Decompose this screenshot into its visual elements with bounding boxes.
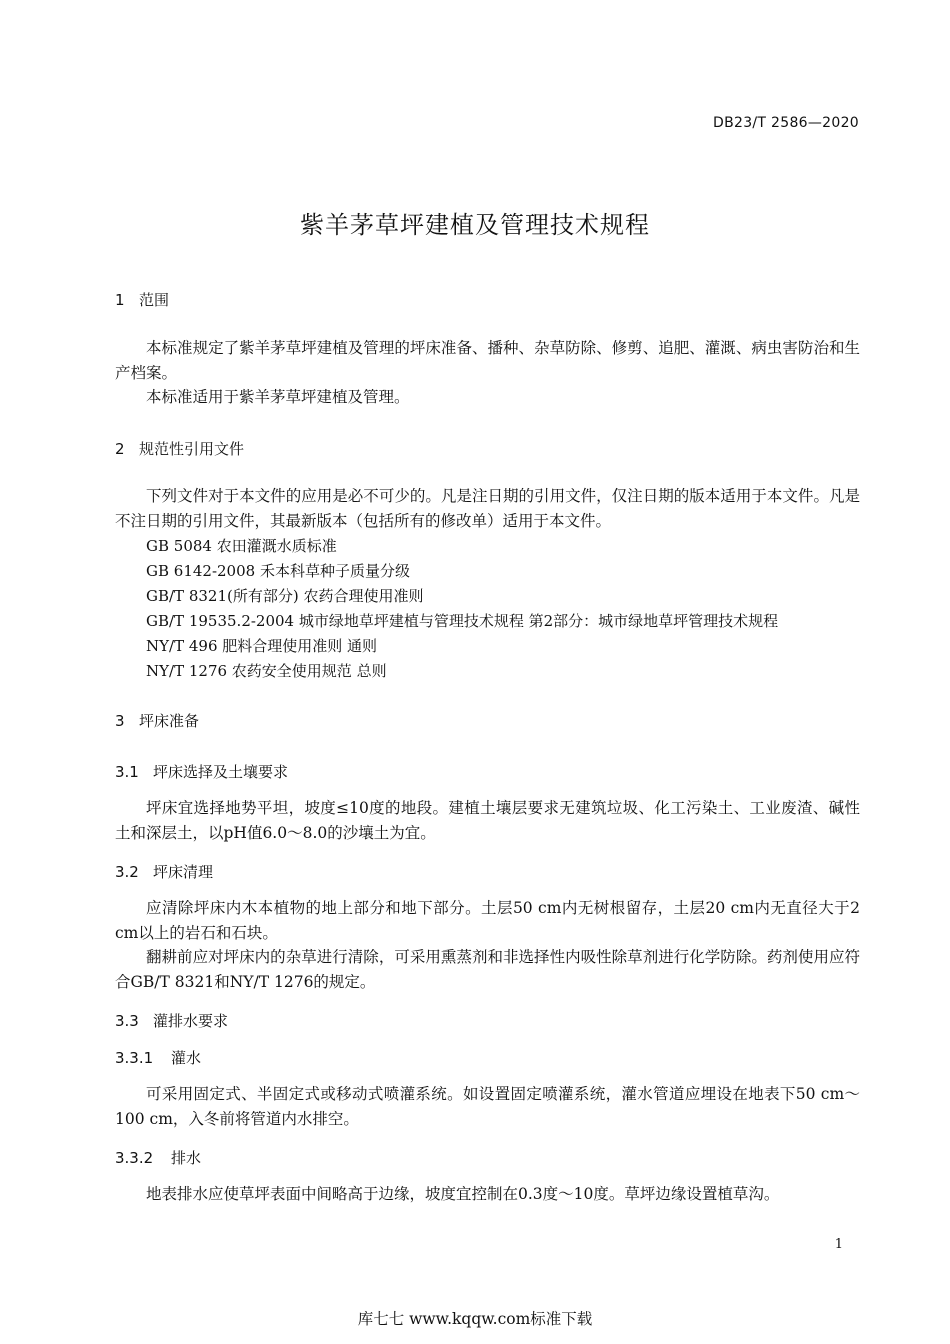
- reference-item: GB/T 19535.2-2004 城市绿地草坪建植与管理技术规程 第2部分：城市绿地草坪管理技术规程: [146, 612, 779, 630]
- section-number: 3.1: [115, 763, 139, 781]
- standard-code: DB23/T 2586—2020: [713, 115, 859, 131]
- reference-item: NY/T 496 肥料合理使用准则 通则: [146, 637, 378, 655]
- paragraph: 应清除坪床内木本植物的地上部分和地下部分。土层50 cm内无树根留存，土层20 cm内无直径大于2 cm以上的岩石和石块。: [115, 899, 860, 942]
- footer-watermark-text: 库七七 www.kqqw.com标准下载: [357, 1310, 593, 1328]
- section-title: 坪床清理: [153, 863, 214, 881]
- section-number: 3: [115, 712, 125, 730]
- section-title: 规范性引用文件: [139, 440, 245, 458]
- section-title: 坪床选择及土壤要求: [153, 763, 289, 781]
- section-number: 2: [115, 440, 125, 458]
- section-number: 3.2: [115, 863, 139, 881]
- section-3-3-heading: [115, 1010, 228, 1031]
- section-3-3-2-heading: [115, 1147, 201, 1168]
- section-2-heading: [115, 438, 244, 459]
- paragraph: 翻耕前应对坪床内的杂草进行清除，可采用熏蒸剂和非选择性内吸性除草剂进行化学防除。药剂使用应符合GB/T 8321和NY/T 1276的规定。: [115, 948, 860, 991]
- section-title: 灌水: [171, 1049, 202, 1067]
- section-number: 3.3.2: [115, 1149, 154, 1167]
- paragraph: 本标准适用于紫羊茅草坪建植及管理。: [146, 388, 410, 406]
- section-number: 1: [115, 291, 125, 309]
- reference-item: GB 5084 农田灌溉水质标准: [146, 537, 337, 555]
- section-title: 排水: [171, 1149, 202, 1167]
- section-number: 3.3.1: [115, 1049, 154, 1067]
- paragraph: 坪床宜选择地势平坦，坡度≤10度的地段。建植土壤层要求无建筑垃圾、化工污染土、工业废渣、碱性土和深层土，以pH值6.0～8.0的沙壤土为宜。: [115, 799, 860, 842]
- paragraph: 下列文件对于本文件的应用是必不可少的。凡是注日期的引用文件，仅注日期的版本适用于本文件。凡是不注日期的引用文件，其最新版本（包括所有的修改单）适用于本文件。: [115, 487, 860, 530]
- document-title: 紫羊茅草坪建植及管理技术规程: [300, 211, 650, 239]
- section-3-3-1-heading: [115, 1047, 201, 1068]
- reference-item: NY/T 1276 农药安全使用规范 总则: [146, 662, 387, 680]
- section-title: 范围: [139, 291, 170, 309]
- section-3-heading: [115, 710, 199, 731]
- paragraph: 可采用固定式、半固定式或移动式喷灌系统。如设置固定喷灌系统，灌水管道应埋设在地表下50 cm～100 cm，入冬前将管道内水排空。: [115, 1085, 860, 1128]
- section-number: 3.3: [115, 1012, 139, 1030]
- section-3-2-heading: [115, 861, 213, 882]
- reference-item: GB 6142-2008 禾本科草种子质量分级: [146, 562, 410, 580]
- reference-item: GB/T 8321(所有部分) 农药合理使用准则: [146, 587, 424, 605]
- section-title: 坪床准备: [139, 712, 200, 730]
- section-title: 灌排水要求: [153, 1012, 229, 1030]
- section-1-heading: [115, 289, 169, 310]
- paragraph: 地表排水应使草坪表面中间略高于边缘，坡度宜控制在0.3度～10度。草坪边缘设置植草沟。: [146, 1185, 780, 1203]
- paragraph: 本标准规定了紫羊茅草坪建植及管理的坪床准备、播种、杂草防除、修剪、追肥、灌溉、病虫害防治和生产档案。: [115, 339, 860, 382]
- section-3-1-heading: [115, 761, 288, 782]
- page-number: 1: [834, 1237, 843, 1252]
